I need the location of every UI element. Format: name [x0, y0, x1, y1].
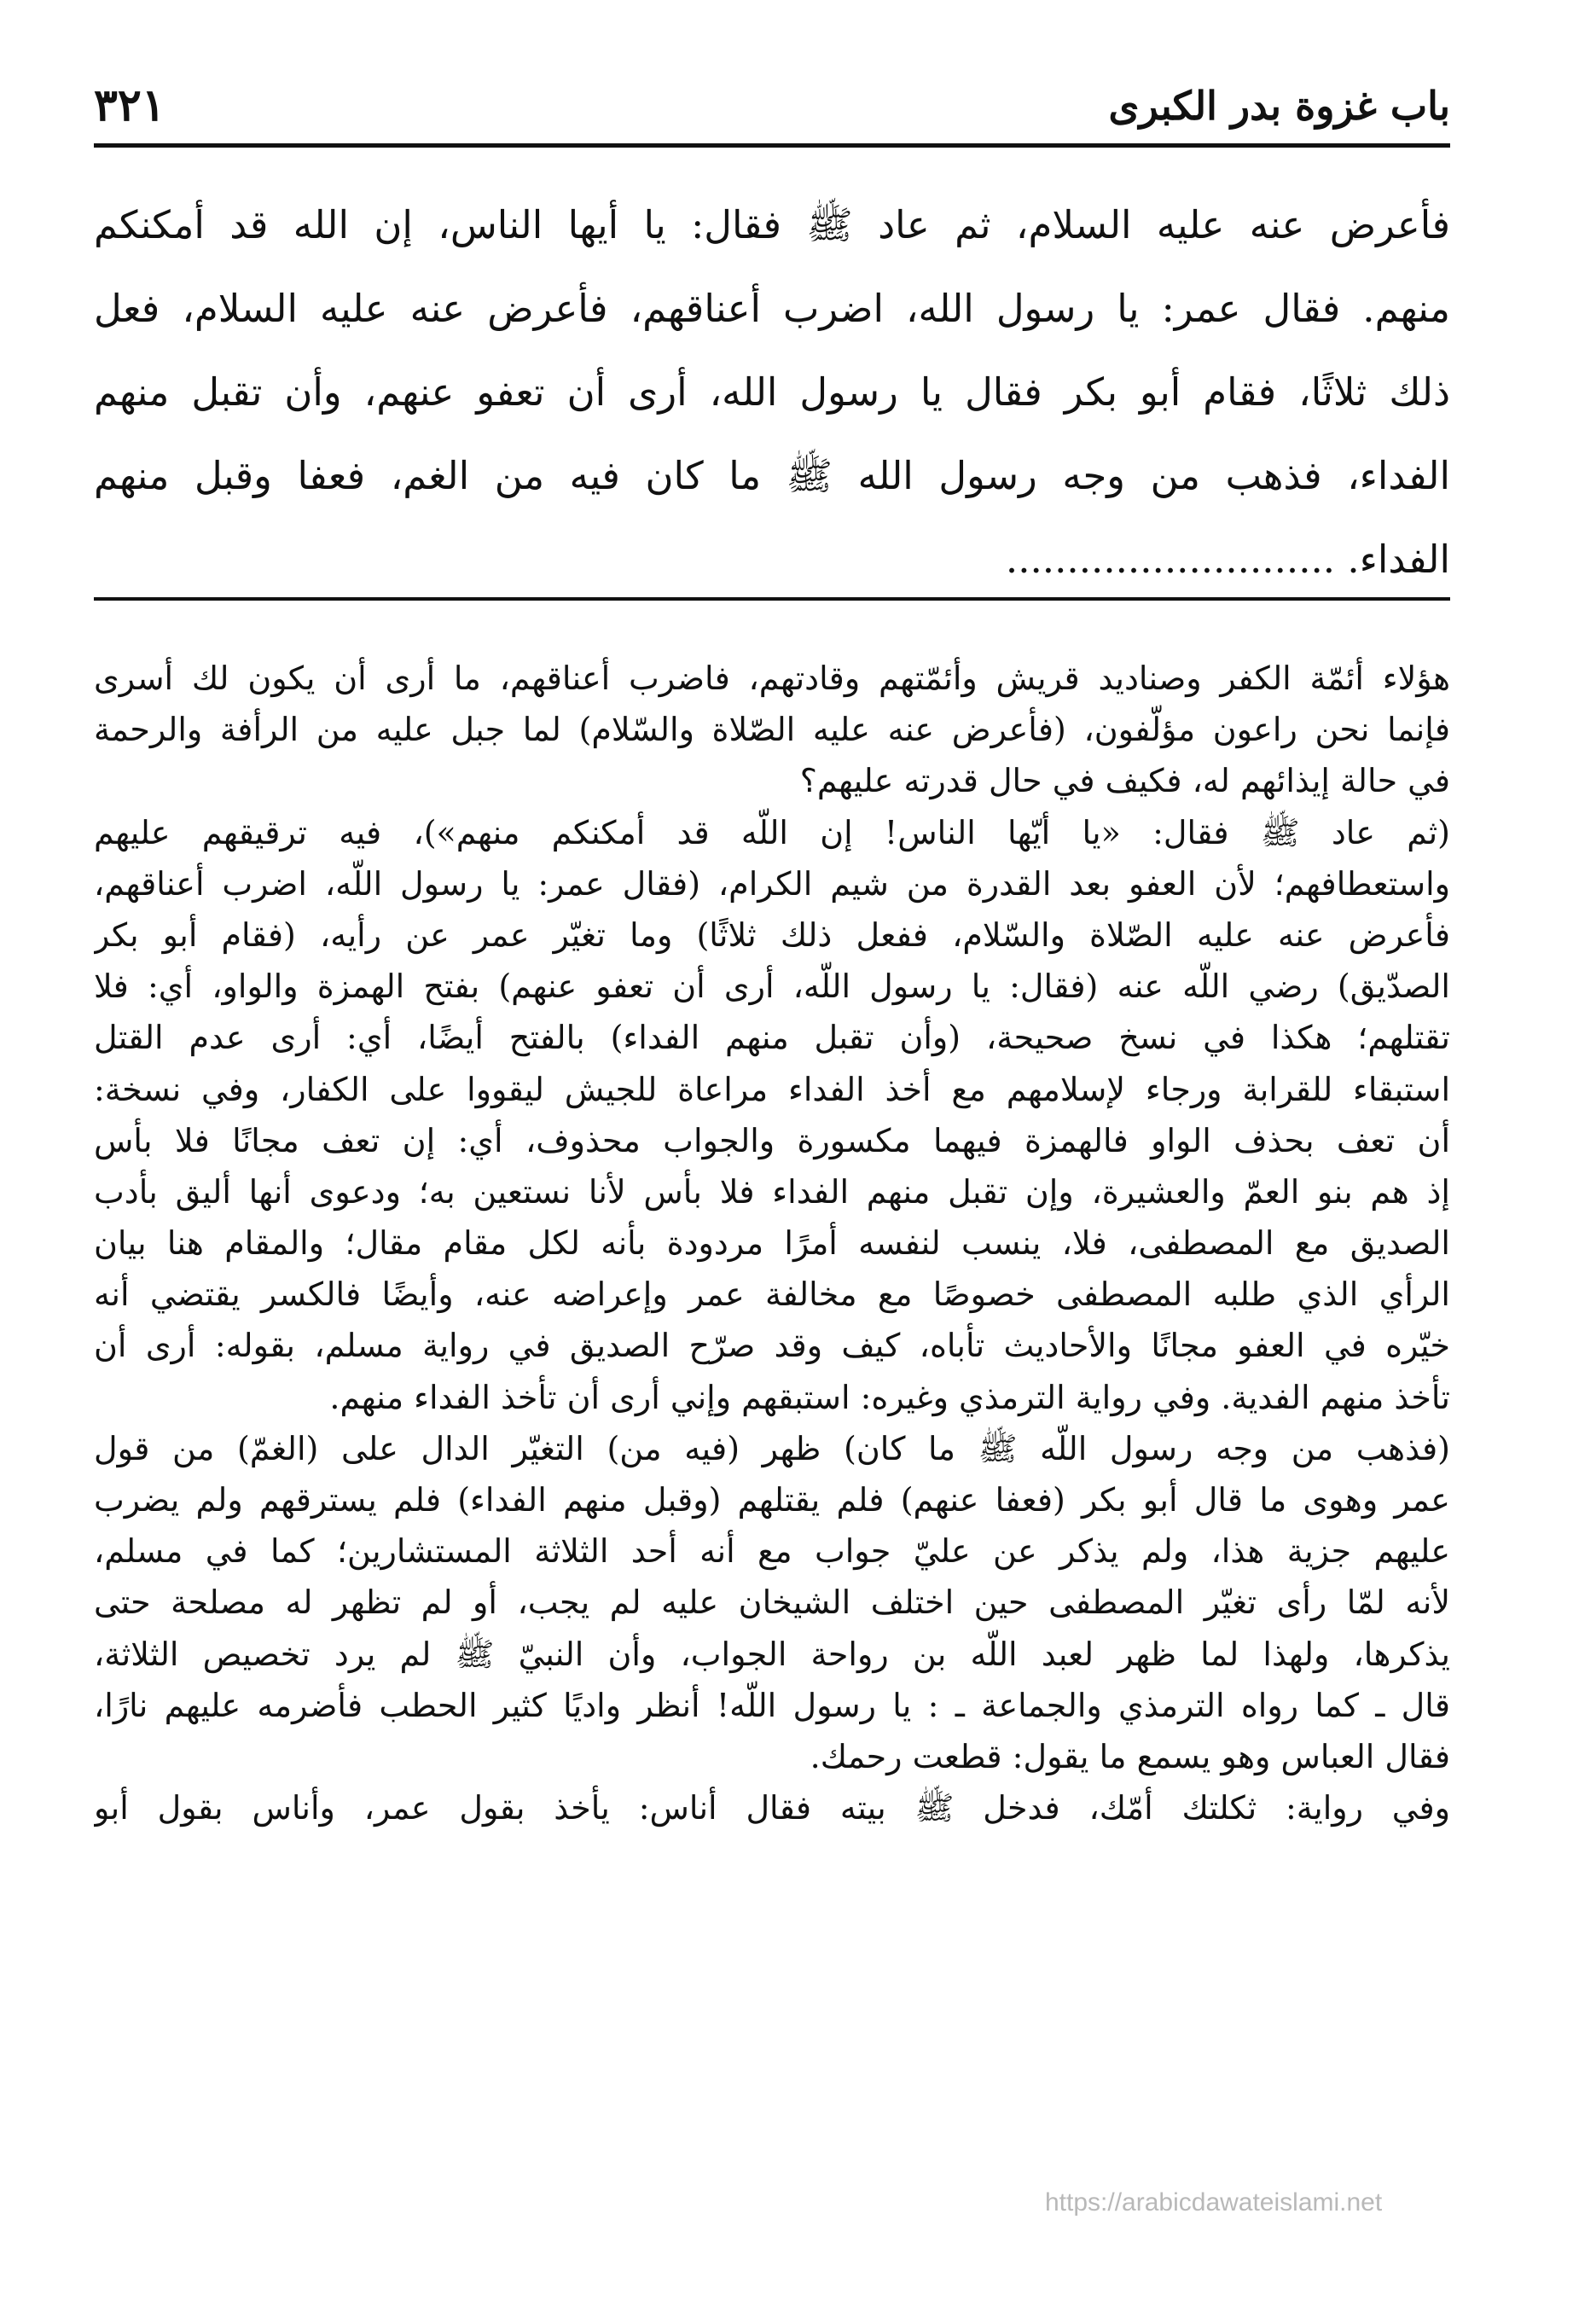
commentary-line: يذكرها، ولهذا لما ظهر لعبد اللّه بن رواحة الجواب، وأن النبيّ ﷺ لم يرد تخصيص الثلاثة، — [94, 1635, 1450, 1673]
page-number: ٣٢١ — [94, 79, 165, 131]
commentary-line: الصديق مع المصطفى، فلا، ينسب لنفسه أمرًا مردودة بأنه لكل مقام مقال؛ والمقام هنا بيان — [94, 1224, 1450, 1263]
commentary-paragraph — [94, 653, 1450, 807]
commentary-line: فأعرض عنه عليه الصّلاة والسّلام، ففعل ذلك ثلاثًا) وما تغيّر عمر عن رأيه، (فقام أبو بكر — [94, 915, 1450, 954]
ellipsis-dots: ........................... — [1005, 537, 1336, 582]
commentary-line: تأخذ منهم الفدية. وفي رواية الترمذي وغيره: استبقهم وإني أرى أن تأخذ الفداء منهم. — [329, 1378, 1450, 1416]
commentary-line: وفي رواية: ثكلتك أمّك، فدخل ﷺ بيته فقال أناس: يأخذ بقول عمر، وأناس بقول أبو — [94, 1789, 1450, 1827]
commentary-line: واستعطافهم؛ لأن العفو بعد القدرة من شيم الكرام، (فقال عمر: يا رسول اللّه، اضرب أعناقهم، — [94, 864, 1450, 903]
commentary — [94, 653, 1450, 1833]
commentary-paragraph — [94, 807, 1450, 1423]
header-divider — [94, 143, 1450, 148]
commentary-line: في حالة إيذائهم له، فكيف في حال قدرته عليهم؟ — [799, 762, 1450, 800]
main-text-line: منهم. فقال عمر: يا رسول الله، اضرب أعناقهم، فأعرض عنه عليه السلام، فعل — [94, 286, 1450, 331]
commentary-line: فقال العباس وهو يسمع ما يقول: قطعت رحمك. — [810, 1737, 1450, 1775]
commentary-line: تقتلهم؛ هكذا في نسخ صحيحة، (وأن تقبل منهم الفداء) بالفتح أيضًا، أي: أرى عدم القتل — [94, 1019, 1450, 1057]
commentary-line: هؤلاء أئمّة الكفر وصناديد قريش وأئمّتهم وقادتهم، فاضرب أعناقهم، ما أرى أن يكون لك أسرى — [94, 659, 1450, 697]
commentary-line: الرأي الذي طلبه المصطفى خصوصًا مع مخالفة عمر وإعراضه عنه، وأيضًا فالكسر يقتضي أنه — [94, 1275, 1450, 1314]
commentary-line: استبقاء للقرابة ورجاء لإسلامهم مع أخذ الفداء مراعاة للجيش ليقووا على الكفار، وفي نسخة: — [94, 1070, 1450, 1108]
main-text-line: فأعرض عنه عليه السلام، ثم عاد ﷺ فقال: يا أيها الناس، إن الله قد أمكنكم — [94, 202, 1450, 247]
commentary-line: قال ـ كما رواه الترمذي والجماعة ـ : يا رسول اللّه! أنظر واديًا كثير الحطب فأضرمه عليهم نارًا، — [94, 1686, 1450, 1724]
commentary-line: فإنما نحن راعون مؤلّفون، (فأعرض عنه عليه الصّلاة والسّلام) لما جبل عليه من الرأفة والرحمة — [94, 711, 1450, 749]
main-text-line: ذلك ثلاثًا، فقام أبو بكر فقال يا رسول الله، أرى أن تعفو عنهم، وأن تقبل منهم — [94, 369, 1450, 415]
commentary-paragraph — [94, 1423, 1450, 1782]
source-watermark: https://arabicdawateislami.net — [1045, 2188, 1383, 2217]
commentary-line: أن تعف بحذف الواو فالهمزة فيهما مكسورة والجواب محذوف، أي: إن تعف مجانًا فلا بأس — [94, 1121, 1450, 1159]
commentary-line: لأنه لمّا رأى تغيّر المصطفى حين اختلف الشيخان عليه لم يجب، أو لم تظهر له مصلحة حتى — [94, 1583, 1450, 1622]
commentary-line: (ثم عاد ﷺ فقال: «يا أيّها الناس! إن اللّه قد أمكنكم منهم»)، فيه ترقيقهم عليهم — [94, 813, 1450, 851]
commentary-line: عليهم جزية هذا، ولم يذكر عن عليّ جواب مع أنه أحد الثلاثة المستشارين؛ كما في مسلم، — [94, 1532, 1450, 1571]
commentary-line: خيّره في العفو مجانًا والأحاديث تأباه، كيف وقد صرّح الصديق في رواية مسلم، بقوله: أرى أن — [94, 1327, 1450, 1365]
chapter-title: باب غزوة بدر الكبرى — [1108, 83, 1450, 129]
main-text — [94, 183, 1450, 601]
main-text-line — [94, 518, 1450, 601]
page-header — [94, 75, 1450, 137]
commentary-line: (فذهب من وجه رسول اللّه ﷺ ما كان) ظهر (فيه من) التغيّر الدال على (الغمّ) من قول — [94, 1429, 1450, 1467]
main-text-line: الفداء، فذهب من وجه رسول الله ﷺ ما كان فيه من الغم، فعفا وقبل منهم — [94, 453, 1450, 498]
commentary-line: الصدّيق) رضي اللّه عنه (فقال: يا رسول اللّه، أرى أن تعفو عنهم) بفتح الهمزة والواو، أي: فلا — [94, 967, 1450, 1006]
commentary-line: إذ هم بنو العمّ والعشيرة، وإن تقبل منهم الفداء فلا بأس لأنا نستعين به؛ ودعوى أنها أليق بأدب — [94, 1172, 1450, 1211]
commentary-divider — [94, 597, 1450, 601]
commentary-paragraph — [94, 1782, 1450, 1833]
main-text-last-words: الفداء. — [1347, 537, 1450, 582]
commentary-line: عمر وهوى ما قال أبو بكر (فعفا عنهم) فلم يقتلهم (وقبل منهم الفداء) فلم يسترقهم ولم يضرب — [94, 1481, 1450, 1519]
